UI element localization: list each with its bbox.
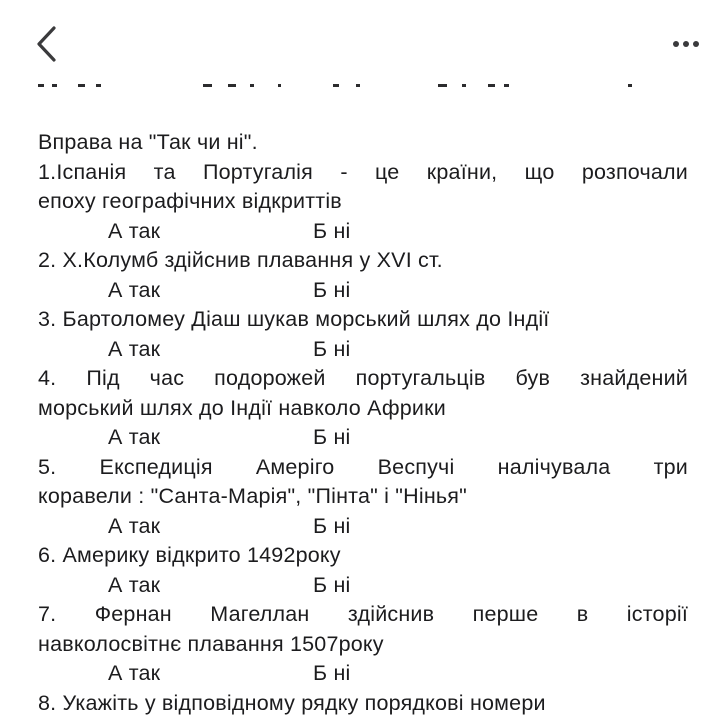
answer-options-3 <box>38 335 688 365</box>
answer-option-a: А так <box>108 423 160 453</box>
question-2-line-1: 2. Х.Колумб здійснив плавання у XVI ст. <box>38 246 688 276</box>
answer-options-2 <box>38 276 688 306</box>
answer-option-a: А так <box>108 217 160 247</box>
question-1-line-1: 1.Іспанія та Португалія - це країни, що розпочали <box>38 158 688 188</box>
chevron-left-icon <box>30 24 64 64</box>
answer-options-5 <box>38 512 688 542</box>
question-7-line-1: 7. Фернан Магеллан здійснив перше в історії <box>38 600 688 630</box>
answer-option-b: Б ні <box>313 276 351 306</box>
document-text <box>38 128 688 718</box>
answer-option-a: А так <box>108 659 160 689</box>
scrolled-off-text-fragment <box>38 78 678 96</box>
answer-option-b: Б ні <box>313 512 351 542</box>
more-options-button[interactable] <box>668 34 706 54</box>
answer-option-a: А так <box>108 512 160 542</box>
answer-option-a: А так <box>108 335 160 365</box>
answer-option-b: Б ні <box>313 423 351 453</box>
question-7-line-2: навколосвітнє плавання 1507року <box>38 630 688 660</box>
top-navigation-bar <box>0 0 706 90</box>
question-4-line-2: морський шлях до Індії навколо Африки <box>38 394 688 424</box>
question-8-partial-line: 8. Укажіть у відповідному рядку порядкові номери <box>38 689 688 718</box>
answer-option-a: А так <box>108 276 160 306</box>
question-3-line-1: 3. Бартоломеу Діаш шукав морський шлях до Індії <box>38 305 688 335</box>
answer-option-b: Б ні <box>313 659 351 689</box>
answer-option-b: Б ні <box>313 571 351 601</box>
question-1-line-2: епоху географічних відкриттів <box>38 187 688 217</box>
question-4-line-1: 4. Під час подорожей португальців був знайдений <box>38 364 688 394</box>
question-6-line-1: 6. Америку відкрито 1492року <box>38 541 688 571</box>
answer-option-a: А так <box>108 571 160 601</box>
answer-option-b: Б ні <box>313 335 351 365</box>
answer-option-b: Б ні <box>313 217 351 247</box>
more-horizontal-icon <box>668 34 706 54</box>
question-5-line-1: 5. Експедиція Амеріго Веспучі налічувала три <box>38 453 688 483</box>
exercise-heading: Вправа на "Так чи ні". <box>38 128 688 158</box>
answer-options-4 <box>38 423 688 453</box>
back-button[interactable] <box>30 24 64 64</box>
answer-options-6 <box>38 571 688 601</box>
answer-options-1 <box>38 217 688 247</box>
question-5-line-2: коравели : "Санта-Марія", "Пінта" і "Нінья" <box>38 482 688 512</box>
answer-options-7 <box>38 659 688 689</box>
